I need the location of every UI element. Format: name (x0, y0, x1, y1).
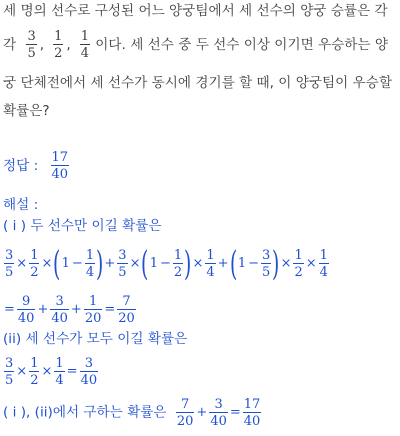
probability-fraction-3 (80, 30, 90, 60)
numerator: 1 (319, 248, 328, 263)
denominator: 40 (243, 414, 261, 429)
fraction (117, 295, 136, 325)
right-paren: ) (184, 244, 192, 284)
fraction (29, 249, 39, 279)
denominator: 40 (210, 414, 227, 429)
numerator: 3 (80, 357, 99, 372)
plus-sign: + (104, 256, 116, 271)
equals-sign: = (104, 302, 116, 317)
one: 1 (237, 256, 247, 271)
fraction (84, 295, 103, 325)
final-row (3, 398, 262, 434)
fraction (173, 249, 183, 279)
separator: , (39, 37, 45, 53)
times-sign: × (305, 256, 317, 271)
fraction (50, 295, 69, 325)
minus-sign: − (71, 256, 83, 271)
minus-sign: − (248, 256, 260, 271)
answer-row (3, 151, 70, 185)
denominator: 4 (319, 265, 328, 280)
case-1-result (3, 290, 137, 330)
fraction (243, 398, 262, 428)
numerator: 1 (30, 248, 39, 263)
numerator: 1 (30, 356, 39, 371)
problem-line-4: 확률은? (3, 103, 50, 119)
case-1-expression (3, 242, 330, 286)
numerator: 1 (85, 248, 95, 263)
case-1-title: ( i ) 두 선수만 이길 확률은 (3, 218, 162, 234)
denominator: 40 (17, 311, 35, 326)
fraction (17, 295, 36, 325)
denominator: 5 (27, 46, 36, 61)
problem-line-2 (3, 30, 388, 62)
numerator: 1 (294, 248, 303, 263)
plus-sign: + (196, 405, 208, 420)
times-sign: × (41, 256, 53, 271)
fraction (205, 249, 215, 279)
denominator: 2 (54, 46, 63, 61)
denominator: 5 (5, 265, 14, 280)
times-sign: × (192, 256, 204, 271)
probability-fraction-2 (53, 30, 63, 60)
numerator: 17 (51, 150, 69, 165)
case-2-title: (ii) 세 선수가 모두 이길 확률은 (3, 331, 188, 347)
case-2-expression (3, 352, 99, 392)
final-expression (175, 397, 262, 429)
final-prefix: ( i ), (ii)에서 구하는 확률은 (3, 404, 167, 421)
denominator: 40 (51, 311, 68, 326)
fraction (319, 249, 329, 279)
times-sign: × (16, 364, 28, 379)
denominator: 4 (85, 265, 95, 280)
numerator: 3 (209, 398, 228, 413)
equals-sign: = (229, 405, 241, 420)
minus-sign: − (160, 256, 171, 271)
numerator: 1 (84, 295, 103, 310)
fraction (4, 357, 14, 387)
fraction (176, 398, 195, 428)
problem-line-1: 세 명의 선수로 구성된 어느 양궁팀에서 세 선수의 양궁 승률은 각 (3, 3, 388, 19)
plus-sign: + (217, 256, 229, 271)
one: 1 (61, 256, 70, 271)
times-sign: × (41, 364, 53, 379)
fraction (209, 398, 228, 428)
times-sign: × (129, 256, 141, 271)
numerator: 3 (118, 248, 127, 263)
fraction (54, 357, 64, 387)
numerator: 1 (55, 356, 64, 371)
left-paren: ( (53, 244, 61, 284)
denominator: 40 (51, 167, 69, 182)
fraction (261, 249, 271, 279)
problem-line-2-suffix: 이다. 세 선수 중 두 선수 이상 이기면 우승하는 양 (95, 37, 389, 53)
fraction (4, 249, 14, 279)
plus-sign: + (70, 302, 82, 317)
denominator: 20 (84, 311, 102, 326)
times-sign: × (16, 256, 28, 271)
numerator: 3 (5, 356, 14, 371)
equals-sign: = (66, 364, 78, 379)
numerator: 7 (176, 398, 195, 413)
numerator: 1 (173, 248, 183, 263)
denominator: 4 (206, 265, 215, 280)
numerator: 7 (117, 295, 136, 310)
right-paren: ) (96, 244, 104, 284)
left-paren: ( (141, 244, 149, 284)
fraction (293, 249, 303, 279)
numerator: 1 (206, 248, 215, 263)
denominator: 2 (294, 265, 303, 280)
equals-sign: = (4, 302, 15, 317)
denominator: 2 (173, 265, 183, 280)
fraction (85, 249, 95, 279)
numerator: 1 (80, 29, 89, 44)
numerator: 3 (27, 29, 36, 44)
left-paren: ( (229, 244, 237, 284)
denominator: 5 (118, 265, 127, 280)
answer-label: 정답 : (3, 158, 39, 174)
problem-line-3: 궁 단체전에서 세 선수가 동시에 경기를 할 때, 이 양궁팀이 우승할 (3, 75, 392, 91)
numerator: 3 (262, 248, 271, 263)
fraction (29, 357, 39, 387)
fraction (80, 357, 99, 387)
numerator: 17 (243, 397, 261, 412)
denominator: 4 (55, 373, 64, 388)
denominator: 2 (30, 265, 39, 280)
right-paren: ) (272, 244, 280, 284)
denominator: 40 (80, 373, 98, 388)
denominator: 20 (118, 311, 135, 326)
denominator: 20 (176, 414, 194, 429)
times-sign: × (280, 256, 292, 271)
probability-fraction-1 (26, 30, 36, 60)
numerator: 1 (54, 29, 63, 44)
plus-sign: + (37, 302, 49, 317)
one: 1 (149, 256, 159, 271)
numerator: 9 (17, 295, 36, 310)
problem-line-2-prefix: 각 (3, 37, 17, 53)
separator: , (66, 37, 71, 53)
numerator: 3 (50, 295, 69, 310)
denominator: 4 (80, 46, 89, 61)
denominator: 2 (30, 373, 39, 388)
denominator: 5 (262, 265, 271, 280)
fraction (117, 249, 127, 279)
numerator: 3 (5, 248, 14, 263)
answer-fraction (51, 151, 70, 181)
solution-label: 해설 : (3, 197, 39, 213)
denominator: 5 (5, 373, 14, 388)
